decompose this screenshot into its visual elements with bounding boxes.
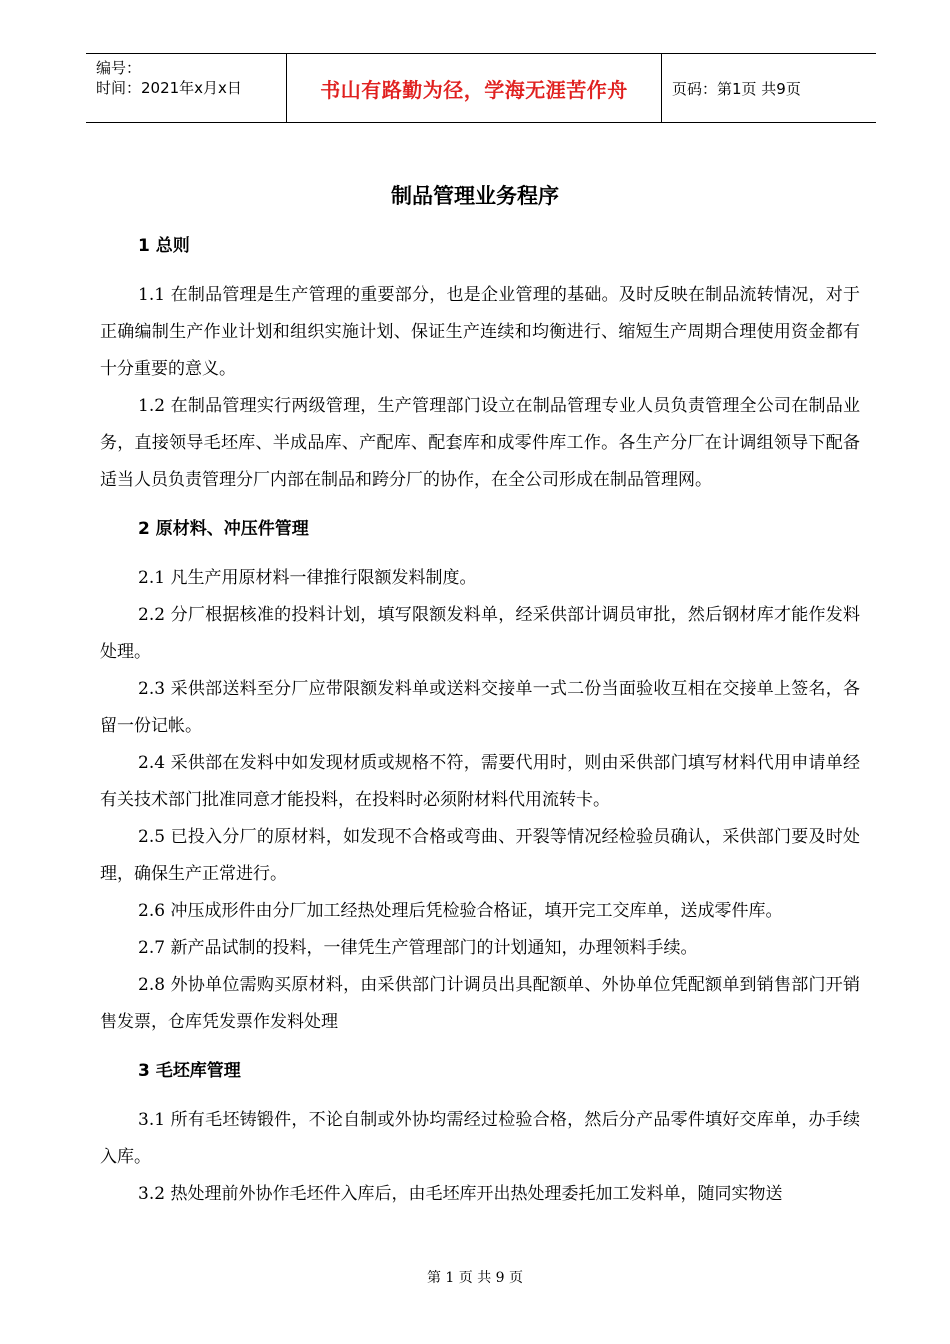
document-title: 制品管理业务程序 xyxy=(391,184,559,208)
paragraph: 2.8 外协单位需购买原材料，由采供部门计调员出具配额单、外协单位凭配额单到销售部门开销售发票，仓库凭发票作发料处理 xyxy=(100,975,860,1032)
code-label: 编号： xyxy=(96,59,142,77)
time-label: 时间：2021年x月x日 xyxy=(96,79,242,97)
section-heading: 1 总则 xyxy=(138,236,190,256)
paragraph: 1.2 在制品管理实行两级管理，生产管理部门设立在制品管理专业人员负责管理全公司在制品业务，直接领导毛坯库、半成品库、产配库、配套库和成零件库工作。各生产分厂在计调组领导下配备适当人员负责管理分厂内部在制品和跨分厂的协作，在全公司形成在制品管理网。 xyxy=(100,396,860,490)
paragraph: 2.5 已投入分厂的原材料，如发现不合格或弯曲、开裂等情况经检验员确认，采供部门要及时处理，确保生产正常进行。 xyxy=(100,827,860,884)
paragraph: 2.1 凡生产用原材料一律推行限额发料制度。 xyxy=(138,568,477,588)
paragraph: 1.1 在制品管理是生产管理的重要部分，也是企业管理的基础。及时反映在制品流转情况，对于正确编制生产作业计划和组织实施计划、保证生产连续和均衡进行、缩短生产周期合理使用资金都有十分重要的意义。 xyxy=(100,285,860,379)
section-heading: 3 毛坯库管理 xyxy=(138,1061,241,1081)
header-meta xyxy=(86,54,286,122)
paragraph: 3.1 所有毛坯铸锻件，不论自制或外协均需经过检验合格，然后分产品零件填好交库单，办手续入库。 xyxy=(100,1110,860,1167)
paragraph: 2.2 分厂根据核准的投料计划，填写限额发料单，经采供部计调员审批，然后钢材库才能作发料处理。 xyxy=(100,605,860,662)
paragraph: 2.3 采供部送料至分厂应带限额发料单或送料交接单一式二份当面验收互相在交接单上签名，各留一份记帐。 xyxy=(100,679,860,736)
page-footer: 第 1 页 共 9 页 xyxy=(426,1270,524,1286)
section-heading: 2 原材料、冲压件管理 xyxy=(138,519,309,539)
header-motto: 书山有路勤为径，学海无涯苦作舟 xyxy=(286,54,662,122)
paragraph: 2.7 新产品试制的投料，一律凭生产管理部门的计划通知，办理领料手续。 xyxy=(138,938,698,958)
paragraph: 2.4 采供部在发料中如发现材质或规格不符，需要代用时，则由采供部门填写材料代用申请单经有关技术部门批准同意才能投料，在投料时必须附材料代用流转卡。 xyxy=(100,753,860,810)
paragraph: 3.2 热处理前外协作毛坯件入库后，由毛坯库开出热处理委托加工发料单，随同实物送 xyxy=(138,1184,783,1204)
paragraph: 2.6 冲压成形件由分厂加工经热处理后凭检验合格证，填开完工交库单，送成零件库。 xyxy=(138,901,783,921)
header-page-label: 页码：第1页 共9页 xyxy=(672,79,801,98)
document-body xyxy=(100,228,860,1213)
header-table xyxy=(86,53,876,123)
